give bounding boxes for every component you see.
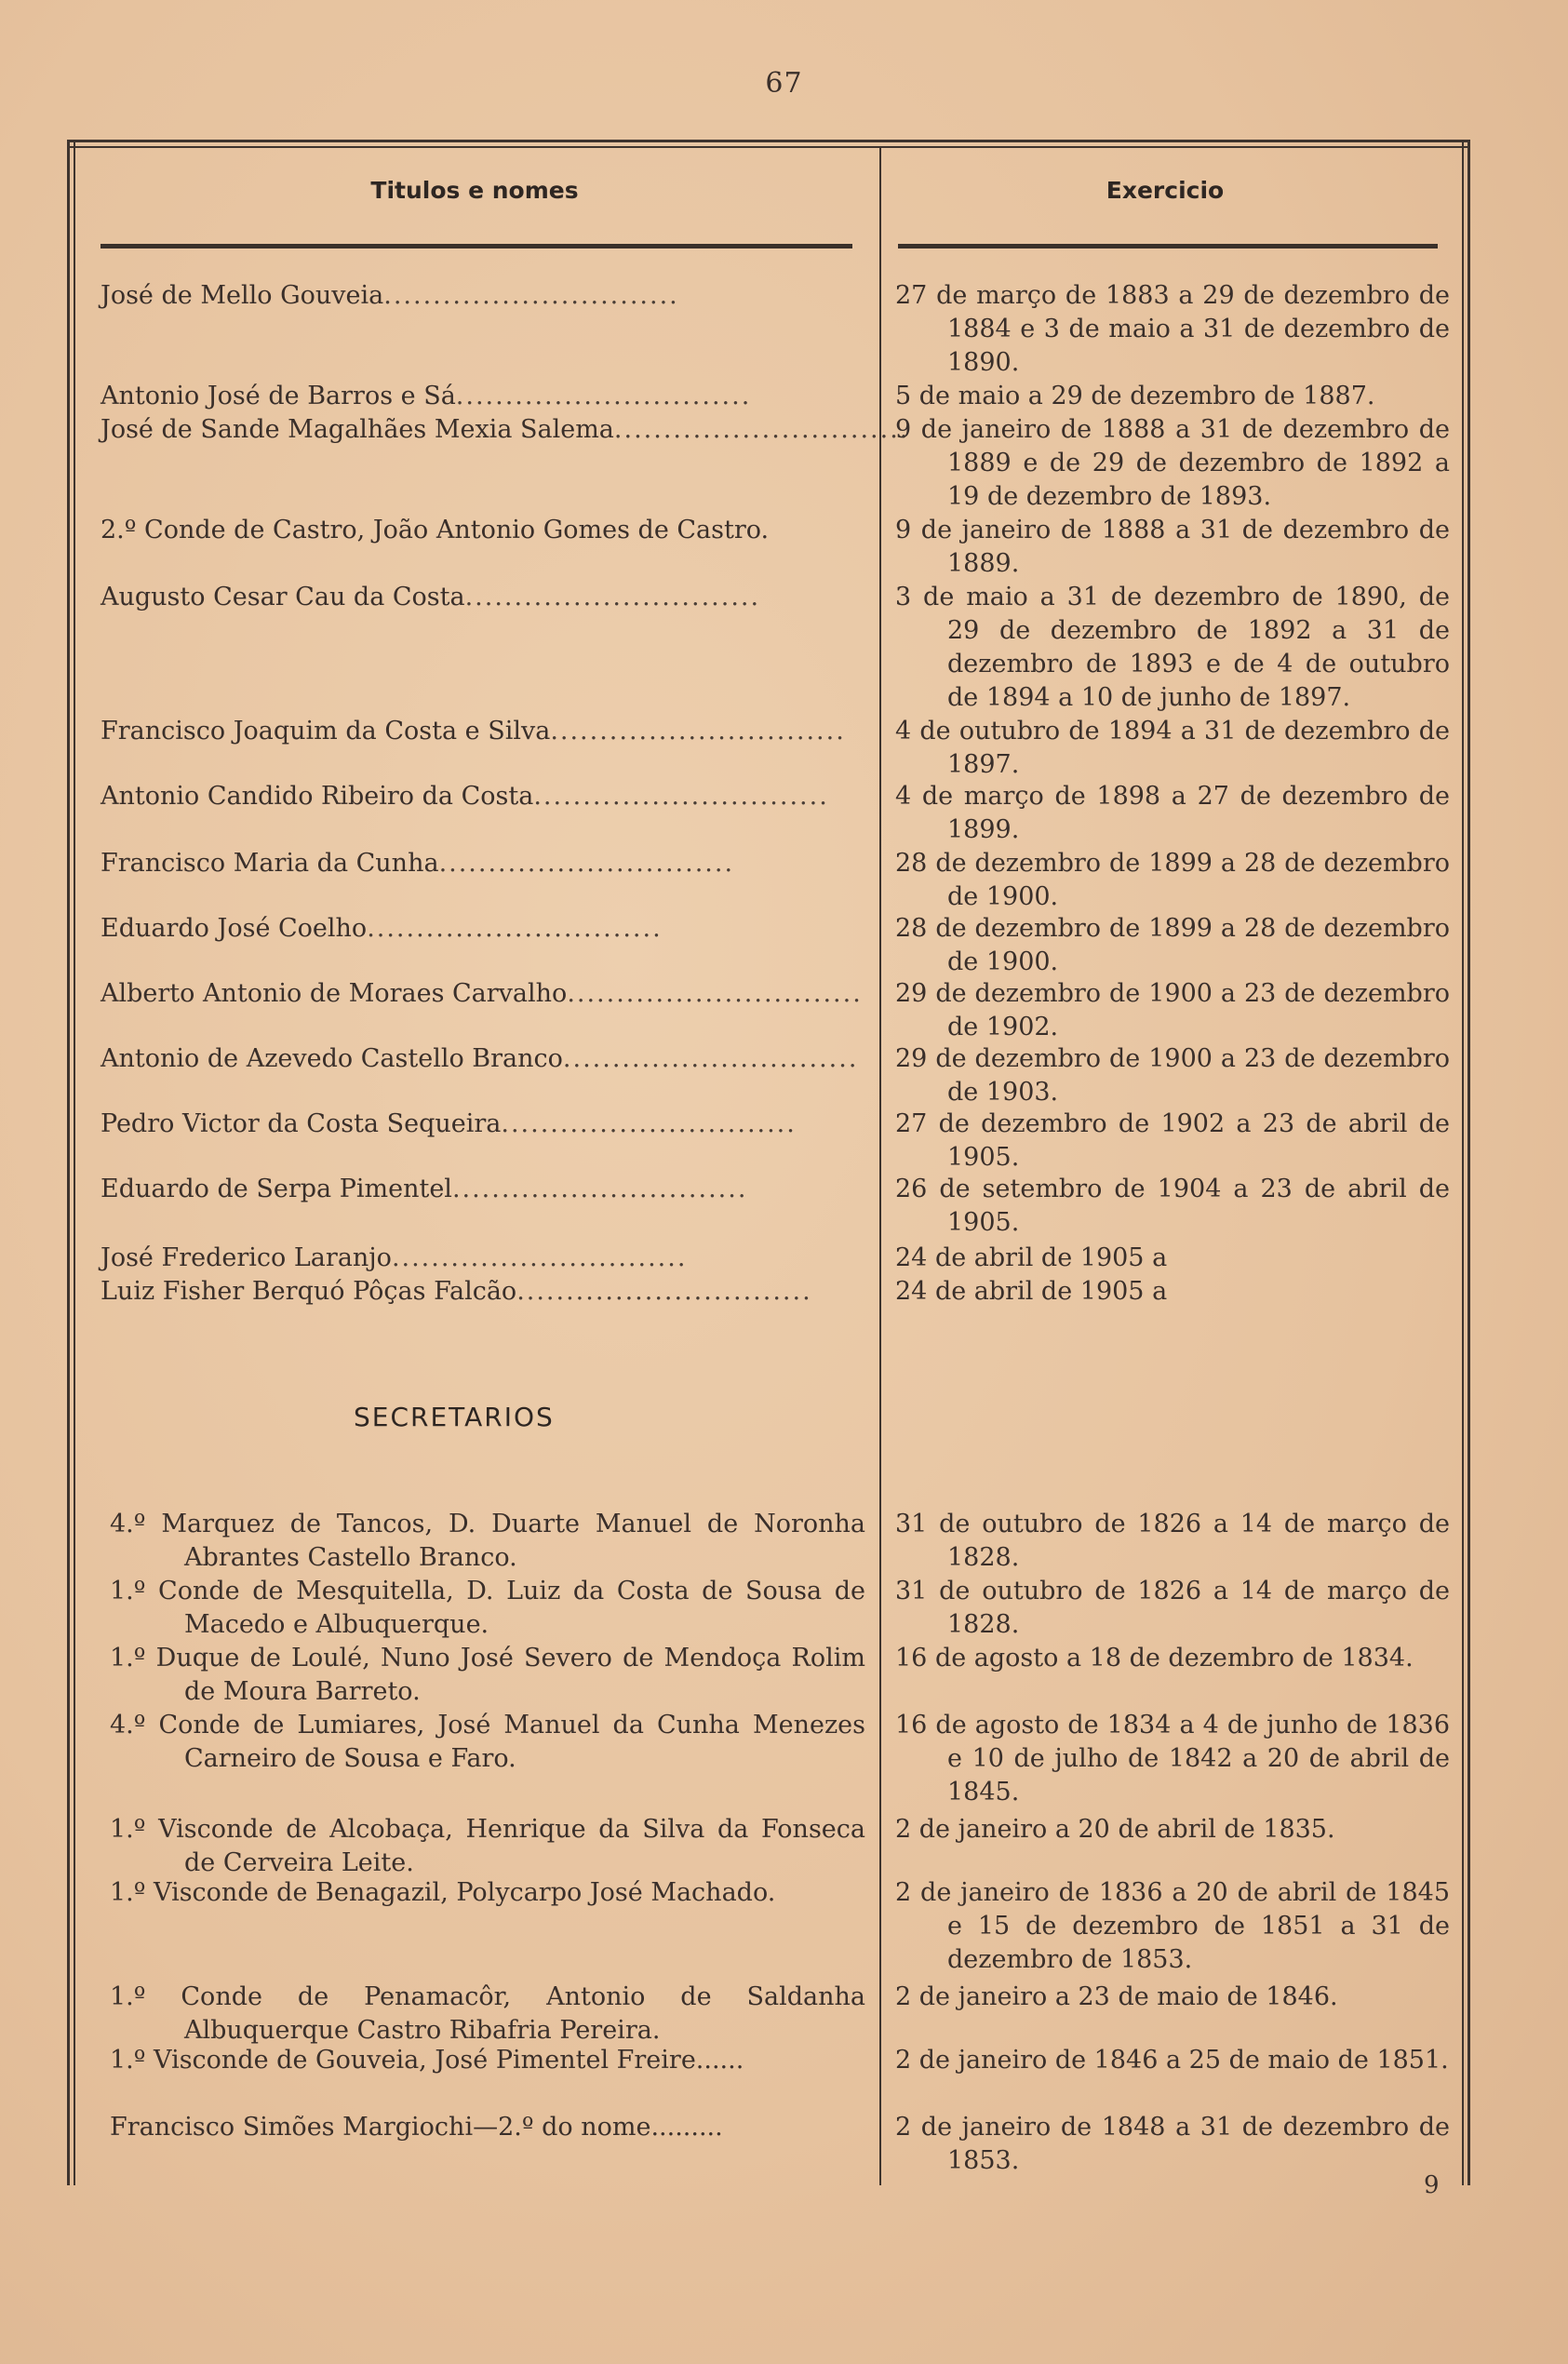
header-titles-names: Titulos e nomes (370, 177, 579, 204)
entry-name: Luiz Fisher Berquó Pôças Falcão.............................. (101, 1277, 812, 1306)
entry-name: Antonio de Azevedo Castello Branco.............................. (101, 1044, 859, 1073)
entry-term: 27 de março de 1883 a 29 de dezembro de 1884 e 3 de maio a 31 de dezembro de 1890. (895, 281, 1450, 377)
entry-term: 4 de outubro de 1894 a 31 de dezembro de 1897. (895, 717, 1450, 779)
entry-name: 2.º Conde de Castro, João Antonio Gomes de Castro. (101, 516, 770, 544)
entry-name: José de Mello Gouveia.............................. (101, 281, 679, 310)
table-frame-left (67, 140, 75, 2185)
secretary-term: 31 de outubro de 1826 a 14 de março de 1828. (895, 1577, 1450, 1639)
table-frame-top (67, 140, 1470, 148)
header-rule-left (101, 244, 852, 248)
secretary-name: Francisco Simões Margiochi—2.º do nome......... (110, 2113, 723, 2142)
entry-name: Francisco Joaquim da Costa e Silva.............................. (101, 717, 846, 745)
header-rule-right (898, 244, 1438, 248)
entry-name: Eduardo José Coelho.............................. (101, 914, 663, 943)
table-frame-right (1462, 140, 1470, 2185)
entry-name: Antonio Candido Ribeiro da Costa.............................. (101, 782, 829, 811)
section-title-secretaries: SECRETARIOS (354, 1402, 555, 1432)
entry-term: 9 de janeiro de 1888 a 31 de dezembro de 1889. (895, 516, 1450, 578)
entry-name: Pedro Victor da Costa Sequeira.............................. (101, 1109, 797, 1138)
entry-term: 29 de dezembro de 1900 a 23 de dezembro de 1903. (895, 1044, 1450, 1107)
entry-term: 5 de maio a 29 de dezembro de 1887. (895, 382, 1375, 410)
entry-name: José de Sande Magalhães Mexia Salema.............................. (101, 415, 910, 444)
entry-term: 4 de março de 1898 a 27 de dezembro de 1899. (895, 782, 1450, 844)
entry-term: 3 de maio a 31 de dezembro de 1890, de 29 de dezembro de 1892 a 31 de dezembro de 1893 e de 4 de outubro de 1894 a 10 de junho de 1897. (895, 583, 1450, 712)
secretary-name: 4.º Marquez de Tancos, D. Duarte Manuel de Noronha Abrantes Castello Branco. (110, 1510, 865, 1572)
secretary-name: 1.º Conde de Penamacôr, Antonio de Saldanha Albuquerque Castro Ribafria Pereira. (110, 1982, 865, 2045)
secretary-term: 2 de janeiro a 23 de maio de 1846. (895, 1982, 1338, 2011)
entry-term: 26 de setembro de 1904 a 23 de abril de 1905. (895, 1175, 1450, 1237)
entry-name: José Frederico Laranjo.............................. (101, 1243, 688, 1272)
signature-mark: 9 (1424, 2171, 1440, 2199)
entry-term: 24 de abril de 1905 a (895, 1243, 1168, 1272)
entry-name: Antonio José de Barros e Sá.............................. (101, 382, 752, 410)
secretary-name: 1.º Visconde de Alcobaça, Henrique da Silva da Fonseca de Cerveira Leite. (110, 1815, 865, 1877)
secretary-name: 1.º Conde de Mesquitella, D. Luiz da Costa de Sousa de Macedo e Albuquerque. (110, 1577, 865, 1639)
entry-name: Eduardo de Serpa Pimentel.............................. (101, 1175, 748, 1203)
entry-name: Augusto Cesar Cau da Costa.............................. (101, 583, 761, 611)
secretary-name: 1.º Visconde de Gouveia, José Pimentel Freire...... (110, 2046, 744, 2075)
secretary-name: 4.º Conde de Lumiares, José Manuel da Cunha Menezes Carneiro de Sousa e Faro. (110, 1711, 865, 1773)
secretary-name: 1.º Duque de Loulé, Nuno José Severo de Mendoça Rolim de Moura Barreto. (110, 1644, 865, 1706)
entry-name: Francisco Maria da Cunha.............................. (101, 849, 735, 878)
entry-term: 24 de abril de 1905 a (895, 1277, 1168, 1306)
secretary-term: 2 de janeiro de 1848 a 31 de dezembro de 1853. (895, 2113, 1450, 2175)
secretary-term: 2 de janeiro de 1836 a 20 de abril de 1845 e 15 de dezembro de 1851 a 31 de dezembro de 1853. (895, 1878, 1450, 1974)
secretary-term: 2 de janeiro a 20 de abril de 1835. (895, 1815, 1335, 1844)
entry-term: 9 de janeiro de 1888 a 31 de dezembro de 1889 e de 29 de dezembro de 1892 a 19 de dezembro de 1893. (895, 415, 1450, 511)
page-number: 67 (765, 67, 803, 100)
entry-term: 29 de dezembro de 1900 a 23 de dezembro de 1902. (895, 979, 1450, 1041)
secretary-term: 16 de agosto a 18 de dezembro de 1834. (895, 1644, 1414, 1672)
secretary-term: 2 de janeiro de 1846 a 25 de maio de 1851. (895, 2046, 1449, 2075)
header-exercise: Exercicio (1106, 177, 1225, 204)
entry-term: 27 de dezembro de 1902 a 23 de abril de 1905. (895, 1109, 1450, 1172)
secretary-term: 31 de outubro de 1826 a 14 de março de 1828. (895, 1510, 1450, 1572)
secretary-term: 16 de agosto de 1834 a 4 de junho de 1836 e 10 de julho de 1842 a 20 de abril de 1845. (895, 1711, 1450, 1807)
column-divider (879, 147, 881, 2185)
entry-term: 28 de dezembro de 1899 a 28 de dezembro de 1900. (895, 914, 1450, 976)
entry-term: 28 de dezembro de 1899 a 28 de dezembro de 1900. (895, 849, 1450, 911)
entry-name: Alberto Antonio de Moraes Carvalho.............................. (101, 979, 863, 1008)
secretary-name: 1.º Visconde de Benagazil, Polycarpo José Machado. (110, 1878, 776, 1907)
